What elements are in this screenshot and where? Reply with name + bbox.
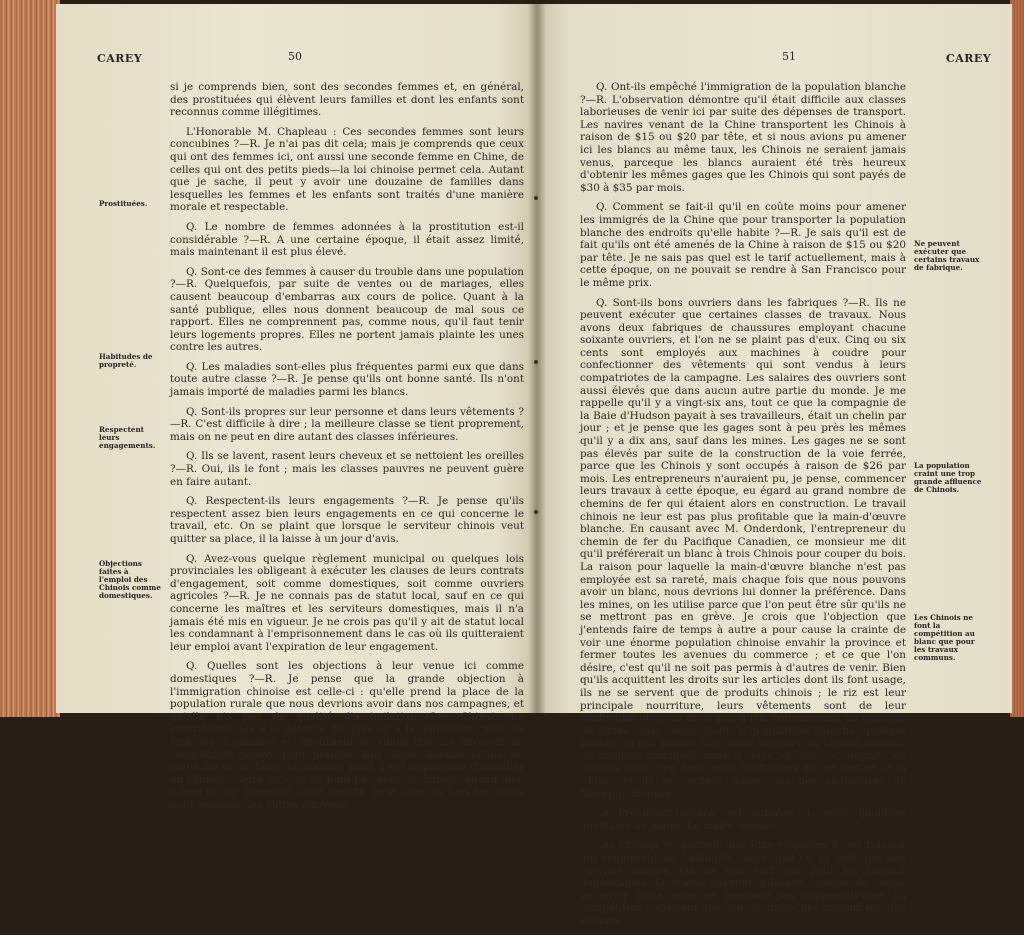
margin-note: La population craint une trop grande affluence de Chinois.: [914, 461, 982, 494]
binding-stitch: [534, 360, 538, 364]
right-running-head: CAREY: [946, 52, 992, 65]
right-page: [536, 4, 1012, 927]
paragraph: Q. Le nombre de femmes adonnées à la prostitution est-il considérable ?—R. A une certaine époque, il était assez limité, mais maintenant il est plus élevé.: [170, 220, 524, 259]
paragraph: Q. Avez-vous quelque règlement municipal ou quelques lois provinciales les obligeant à exécuter les clauses de leurs contrats d'engagement, soit comme domestiques, soit comme ouvriers agricoles ?—R. Je ne connais pas de statut local, sauf en ce qui concerne les maîtres et les serviteurs domestiques, mais il n'a jamais été mis en vigueur. Je ne crois pas qu'il y ait de statut local les condamnant à l'emprisonnement dans le cas où ils quitteraient leur emploi avant l'expiration de leur engagement.: [170, 552, 524, 653]
left-running-head: CAREY: [97, 52, 143, 65]
paragraph: L'Honorable M. Chapleau : Ces secondes femmes sont leurs concubines ?—R. Je n'ai pas dit cela; mais je comprends que ceux qui ont des femmes ici, ont aussi une seconde femme en Chine, de celles qui ont des petits pieds—la loi chinoise permet cela. Autant que je sache, il peut y avoir une douzaine de familles dans lesquelles les femmes et les enfants sont traités d'une manière morale et respectable.: [170, 125, 524, 214]
paragraph: si je comprends bien, sont des secondes femmes et, en général, des prostituées qui élèvent leurs familles et dont les enfants sont reconnus comme illégitimes.: [170, 81, 524, 119]
page-edges-left: [0, 0, 60, 717]
left-body-text: [170, 81, 524, 818]
right-page-number: 51: [782, 50, 796, 63]
book-gutter: [528, 4, 546, 713]
margin-note: Respectent leurs engagements.: [99, 425, 156, 450]
paragraph: Q. Sont-ils bons ouvriers dans les fabriques ?—R. Ils ne peuvent exécuter que certaines classes de travaux. Nous avons deux fabriques de chaussures employant chacune soixante ouvriers, et l'on ne se plaint pas d'eux. Cinq ou six cents sont employés aux machines à coudre pour confectionner des vêtements qui sont vendus à leurs compatriotes de la campagne. Les salaires des ouvriers sont aussi élevés que dans aucun autre partie du monde. Je me rappelle qu'il y a vingt-six ans, tout ce que la compagnie de la Baie d'Hudson payait à ses travailleurs, était un chelin par jour ; et je pense que les gages sont à peu près les mêmes qu'il y a dix ans, sauf dans les mines. Les gages ne se sont pas élevés par suite de la construction de la voie ferrée, parce que les Chinois y sont occupés à raison de $26 par mois. Les entrepreneurs n'auraient pu, je pense, commencer leurs travaux à cette époque, eu égard au grand nombre de chemins de fer qui étaient alors en construction. Le travail chinois ne leur est pas plus profitable que la main-d'œuvre blanche. En causant avec M. Onderdonk, l'entrepreneur du chemin de fer du Pacifique Canadien, ce monsieur me dit qu'il préférerait un blanc à trois Chinois pour couper du bois. La raison pour laquelle la main-d'œuvre blanche n'est pas employée est sa rareté, mais chaque fois que nous pouvons avoir un blanc, nous devrions lui donner la préférence. Dans les mines, on les utilise parce que l'on peut être sûr qu'ils ne se mettront pas en grève. Je crois que l'objection que j'entends faire de temps à autre a pour cause la crainte de voir une énorme population chinoise envahir la province et fermer toutes les avenues du commerce ; et ce que l'on désire, c'est qu'il ne soit pas permis à d'autres de venir. Bien qu'ils acquittent les droits sur les articles dont ils font usage, ils ne se servent que de produits chinois ; le riz est leur principale nourriture, leurs vêtements sont de leur confection et je ne crois pas qu'ils consomment un seul sac de farine ; par contre toute la population blanche, quelque pauvre qu'elle puisse être, aura toujours un certain nombre de meubles fabriqués dans le pays, et sous ce rapport, les Chinois n'ont rien dans leurs habitations qui ne vienne de la Chine, et ils ne portent même pas des chaussures de fabrique chinoise.: [580, 296, 906, 800]
binding-stitch: [534, 510, 538, 514]
paragraph: Q. Les maladies sont-elles plus fréquentes parmi eux que dans toute autre classe ?—R. Je pense qu'ils ont bonne santé. Ils n'ont jamais importé de maladies parmi les blancs.: [170, 360, 524, 399]
margin-note: Habitudes de propreté.: [99, 352, 153, 369]
margin-note: Prostituées.: [99, 199, 148, 208]
paragraph: Les Chinois ne peuvent pas être employés à des travaux qui requièrent de l'habileté, parce que ce ne sont pas des ouvriers adroits. On ne s'en sert que pour les travaux domestiques. Le travail manuel ordinaire, comme de savoir se servir d'une pelle, ne demande pas d'apprentissage. La compétition n'existant que pour la classe des travaux les plus élémen-: [580, 839, 906, 927]
paragraph: Q. Ils se lavent, rasent leurs cheveux et se nettoient les oreilles ?—R. Oui, ils le font ; mais les classes pauvres ne peuvent guère en faire autant.: [170, 450, 524, 488]
paragraph: Q. Ont-ils empêché l'immigration de la population blanche ?—R. L'observation démontre qu'il était difficile aux classes laborieuses de venir ici par suite des dépenses de transport. Les navires venant de la Chine transportent les Chinois à raison de $15 ou $20 par tête, et si nous avions pu amener ici les blancs au même taux, les Chinois ne seraient jamais venus, parceque les blancs auraient été très heureux d'obtenir les mêmes gages que les Chinois qui sont payés de $30 à $35 par mois.: [580, 81, 906, 194]
paragraph: Q. Respectent-ils leurs engagements ?—R. Je pense qu'ils respectent assez bien leurs engagements en ce qui concerne le travail, etc. On se plaint que lorsque le serviteur chinois veut quitter sa place, il la laisse à un jour d'avis.: [170, 495, 524, 545]
paragraph: Q. Sont-ce des femmes à causer du trouble dans une population ?—R. Quelquefois, par suite de ventes ou de mariages, elles causent beaucoup d'embarras aux cours de police. Quant à la santé publique, elles nous donnent beaucoup de mal sous ce rapport. Elles ne comprennent pas, comme nous, qu'il faut tenir leurs logements propres. Elles ne portent jamais plainte les unes contre les autres.: [170, 265, 524, 354]
page-edges-right: [1010, 0, 1024, 717]
paragraph: Q. Comment se fait-il qu'il en coûte moins pour amener les immigrés de la Chine que pour transporter la population blanche des endroits qu'elle habite ?—R. Je sais qu'il est de fait qu'ils ont été amenés de la Chine à raison de $15 ou $20 par tête. Je ne sais pas quel est le tarif actuellement, mais à cette époque, on ne pouvait se rendre à San Francisco pour le même prix.: [580, 201, 906, 289]
paragraph: Q. Sont-ils propres sur leur personne et dans leurs vêtements ?—R. C'est difficile à dire ; la meilleure classe se tient proprement, mais on ne peut en dire autant des classes inférieures.: [170, 405, 524, 443]
paragraph: Le Procureur-Général est autorisé à poser quelques questions au maire. Le maire répond:: [580, 807, 906, 832]
margin-note: Ne peuvent exécuter que certains travaux de fabrique.: [914, 239, 980, 272]
margin-note: Les Chinois ne font la compétition au blanc que pour les travaux communs.: [914, 613, 975, 662]
margin-note: Objections faites à l'emploi des Chinois comme domestiques.: [99, 559, 161, 600]
left-page: [56, 4, 536, 811]
left-page-number: 50: [288, 50, 302, 63]
right-body-text: [580, 81, 906, 935]
binding-stitch: [534, 196, 538, 200]
paragraph: Q. Quelles sont les objections à leur venue ici comme domestiques ?—R. Je pense que la grande objection à l'immigration chinoise est celle-ci : qu'elle prend la place de la population rurale que nous devrions avoir dans nos campagnes, et qu'elle n'a pas de qualité d'assimilation. Les Chinois ne contribuent pas à la défense du pays ou à la législation, mais ils font des économies et retournent en Chine d'où ils envoient un compatriote pauvre pour prendre leur place. Aucune loi ne les empêche de se faire naturaliser, mais il est impossible d'angliﬁer un Chinois. Cette race ne se fond pas avec les autres, quand bien même on lui donnerait toute facilité de le faire ou tous les droits dont jouissent les autres citoyens.: [170, 660, 524, 811]
